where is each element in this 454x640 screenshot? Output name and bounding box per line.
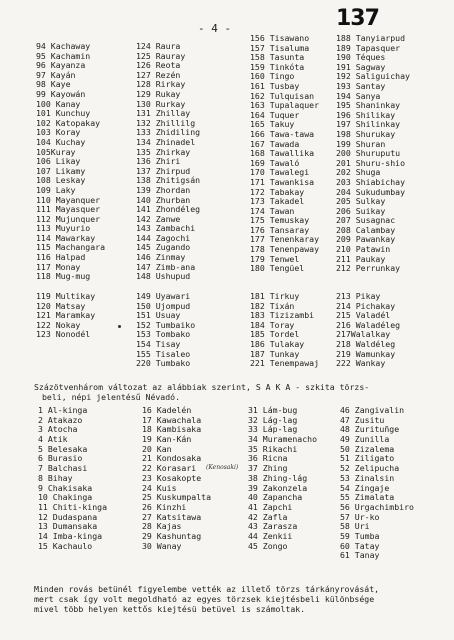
list-item: 213 Pikay — [336, 291, 381, 301]
list-item: 23 Kosakopte — [142, 472, 202, 483]
list-item: 56 Urgachimbiro — [340, 501, 414, 512]
list-item: 154 Tisay — [136, 338, 181, 349]
list-item: 191 Sagway — [336, 61, 386, 72]
list-item: 204 Sukudumbay — [336, 186, 406, 197]
list-item: 153 Tombako — [136, 329, 191, 340]
list-item: 131 Zhillay — [136, 108, 191, 119]
list-item: 123 Nonodél — [36, 329, 91, 340]
list-item: 15 Kachaulo — [38, 540, 93, 551]
list-item: 157 Tisaluma — [250, 42, 310, 53]
list-item: 21 Kondosaka — [142, 453, 202, 464]
list-item: 215 Valadél — [336, 310, 391, 321]
tribe-list-col3-b — [250, 292, 319, 369]
list-item: 118 Mug-mug — [36, 271, 91, 282]
list-item: 105Kuray — [36, 146, 76, 157]
list-item: 135 Zhirkay — [136, 146, 191, 157]
list-item: 219 Wamunkay — [336, 348, 396, 359]
list-item: 126 Reota — [136, 60, 181, 71]
list-item: 201 Shuru-shio — [336, 157, 406, 168]
list-item: 17 Kawachala — [142, 414, 202, 425]
list-item: 221 Tenempawaj — [250, 358, 320, 369]
list-item: 57 Ur-ko — [340, 511, 380, 522]
list-item: 109 Laky — [36, 184, 76, 195]
list-item: 55 Zimalata — [340, 492, 395, 503]
list-item: 97 Kayán — [36, 69, 76, 80]
list-item: 29 Kashuntag — [142, 530, 202, 541]
list-item: 107 Likamy — [36, 165, 86, 176]
list-item: 102 Katopakay — [36, 117, 101, 128]
list-item: 180 Tengüel — [250, 263, 305, 274]
list-item: 18 Kambisaka — [142, 424, 202, 435]
list-item: 171 Tawankisa — [250, 176, 315, 187]
list-item: 98 Kaye — [36, 79, 71, 90]
list-item: 179 Tenwel — [250, 253, 300, 264]
list-item: 169 Tawaló — [250, 157, 300, 168]
list-item: 156 Tisawano — [250, 33, 310, 43]
list-item: 216 Waladéleg — [336, 319, 401, 330]
list-item: 130 Rurkay — [136, 98, 186, 109]
list-item: 31 Lám-bug — [248, 405, 298, 415]
list-item: 181 Tirkuy — [250, 291, 300, 301]
list-item: 146 Zinmay — [136, 252, 186, 263]
list-item: 182 Tixán — [250, 300, 295, 311]
footer-line-3: mivel több helyen kettős kiejtésü betüvel is számoltak. — [34, 604, 306, 614]
list-item: 211 Paukay — [336, 253, 386, 264]
list-item: 112 Mujunquer — [36, 213, 101, 224]
list-item: 149 Uyawari — [136, 291, 191, 301]
list-item: 139 Zhordan — [136, 184, 191, 195]
list-item: 186 Tulakay — [250, 338, 305, 349]
list-item: 144 Zagochi — [136, 232, 191, 243]
list-item: 8 Bihay — [38, 472, 73, 483]
list-item: 208 Calambay — [336, 224, 396, 235]
list-item: 172 Tabakay — [250, 186, 305, 197]
footer-line-2: mert csak így volt megoldható az egyes törzsek kiejtésbeli különbsége — [34, 594, 375, 604]
list-item: 183 Tizizambi — [250, 310, 315, 321]
list-item: 190 Téques — [336, 52, 386, 63]
list-item: 194 Sanya — [336, 90, 381, 101]
list-item: 35 Rikachi — [248, 443, 298, 454]
list-item: 133 Zhidiling — [136, 127, 201, 138]
tribe-list-col1 — [36, 42, 105, 282]
list-item: 168 Tawallika — [250, 148, 315, 159]
tribe-list-col4-b — [336, 292, 400, 369]
list-item: 25 Kuskumpalta — [142, 492, 212, 503]
list-item: 43 Zarasza — [248, 521, 298, 532]
list-item: 108 Leskay — [36, 175, 86, 186]
list-item: 116 Halpad — [36, 252, 86, 263]
list-item: 24 Kuis — [142, 482, 177, 493]
list-item: 174 Tawan — [250, 205, 295, 216]
list-item: 159 Tinkóta — [250, 61, 305, 72]
list-item: 209 Pawankay — [336, 234, 396, 245]
intro-line-2: beli, népi jelentésű Névadó. — [42, 392, 181, 402]
list-item: 199 Shuran — [336, 138, 386, 149]
list-item: 39 Zakonzela — [248, 482, 308, 493]
list-item: 106 Likay — [36, 156, 81, 167]
list-item: 104 Kuchay — [36, 136, 86, 147]
list-item: 94 Kachaway — [36, 41, 91, 51]
list-item: 51 Ziligato — [340, 453, 395, 464]
list-item: 196 Shilikay — [336, 109, 396, 120]
list-item: 158 Tasunta — [250, 52, 305, 63]
tribe-list-col4 — [336, 34, 410, 274]
list-item: 147 Zimb-ana — [136, 261, 196, 272]
list-item: 214 Pichakay — [336, 300, 396, 311]
list-item: 193 Santay — [336, 80, 386, 91]
list-item: 49 Zunilla — [340, 434, 390, 445]
list-item: 125 Rauray — [136, 50, 186, 61]
list-item: 189 Tapasquer — [336, 42, 401, 53]
list-item: 1 Al-kinga — [38, 405, 88, 415]
list-item: 138 Zhitigsán — [136, 175, 201, 186]
list-item: 45 Zongo — [248, 540, 288, 551]
list-item: 96 Kayanza — [36, 60, 86, 71]
list-item: 22 Korasari (Kenosaki) — [142, 463, 239, 474]
list-item: 184 Toray — [250, 319, 295, 330]
list-item: 54 Zingaje — [340, 482, 390, 493]
list-item: 122 Nokay — [36, 319, 81, 330]
list-item: 127 Rezén — [136, 69, 181, 80]
list-item: 134 Zhinadel — [136, 136, 196, 147]
list-item: 176 Tansaray — [250, 224, 310, 235]
list-item: 119 Multikay — [36, 291, 96, 301]
handwritten-page-number: 137 — [336, 6, 379, 31]
list-item: 5 Belesaka — [38, 443, 88, 454]
intro-line-1: Százötvenhárom változat az alábbiak szerint, S A K A - szkita törzs- — [34, 382, 370, 392]
list-item: 145 Zugando — [136, 242, 191, 253]
list-item: 137 Zhirpud — [136, 165, 191, 176]
list-item: 111 Mayasquer — [36, 204, 101, 215]
list-item: 33 Láp-lag — [248, 424, 298, 435]
list-item: 52 Zelipucha — [340, 463, 400, 474]
list-item: 13 Dumansaka — [38, 521, 98, 532]
list-item: 202 Shuga — [336, 167, 381, 178]
list-item: 40 Zapancha — [248, 492, 303, 503]
variant-list-col3 — [248, 406, 317, 551]
list-item: 4 Atik — [38, 434, 68, 445]
list-item: 59 Tumba — [340, 530, 380, 541]
list-item: 161 Tusbay — [250, 80, 300, 91]
list-item: 141 Zhondéleg — [136, 204, 201, 215]
list-item: 6 Burasio — [38, 453, 83, 464]
list-item: 117 Monay — [36, 261, 81, 272]
list-item: 163 Tupalaquer — [250, 100, 320, 111]
list-item: 155 Tisaleo — [136, 348, 191, 359]
list-item: 20 Kan — [142, 443, 172, 454]
list-item: 60 Tatay — [340, 540, 380, 551]
list-item: 38 Zhing-lág — [248, 472, 308, 483]
list-item: 205 Sulkay — [336, 196, 386, 207]
list-item: 46 Zangivalin — [340, 405, 405, 415]
list-item: 173 Takadel — [250, 196, 305, 207]
list-item: 167 Tawada — [250, 138, 300, 149]
tribe-list-col1-b — [36, 292, 95, 340]
list-item: 160 Tingo — [250, 71, 295, 82]
page-number: - 4 - — [198, 22, 232, 35]
list-item: 177 Tenenkaray — [250, 234, 320, 245]
list-item: 32 Lág-lag — [248, 414, 298, 425]
list-item: 217Walalkay — [336, 329, 391, 340]
list-item: 100 Kanay — [36, 98, 81, 109]
list-item: 203 Shiabichay — [336, 176, 406, 187]
list-item: 129 Rukay — [136, 88, 181, 99]
list-item: 195 Shaninkay — [336, 100, 401, 111]
list-item: 120 Matsay — [36, 300, 86, 311]
list-item: 2 Atakazo — [38, 414, 83, 425]
list-item: 200 Shuruputu — [336, 148, 401, 159]
list-item: 165 Takuy — [250, 119, 295, 130]
list-item: 14 Imba-kinga — [38, 530, 103, 541]
list-item: 128 Rirkay — [136, 79, 186, 90]
list-item: 16 Kadelén — [142, 405, 192, 415]
list-item: 61 Tanay — [340, 550, 380, 561]
list-item: 47 Zusitu — [340, 414, 385, 425]
variant-list-col1 — [38, 406, 107, 551]
list-item: 27 Katsitawa — [142, 511, 202, 522]
list-item: 7 Balchasi — [38, 463, 88, 474]
list-item: 41 Zapchi — [248, 501, 293, 512]
footer-paragraph — [34, 584, 446, 614]
tribe-list-col2-b — [136, 292, 195, 369]
list-item: 210 Patawin — [336, 244, 391, 255]
list-item: 151 Usuay — [136, 310, 181, 321]
list-item: 136 Zhiri — [136, 156, 181, 167]
list-item: 48 Zurituñge — [340, 424, 400, 435]
list-item: 185 Tordel — [250, 329, 300, 340]
list-item: 121 Maramkay — [36, 310, 96, 321]
list-item: 206 Suikay — [336, 205, 386, 216]
list-item: 143 Zambachi — [136, 223, 196, 234]
list-item: 162 Tulquisan — [250, 90, 315, 101]
list-item: 99 Kayowán — [36, 88, 86, 99]
list-item: 103 Koray — [36, 127, 81, 138]
list-item: 115 Machangara — [36, 242, 106, 253]
list-item: 37 Zhing — [248, 463, 288, 474]
list-item: 164 Tuquer — [250, 109, 300, 120]
list-item: 207 Susagnac — [336, 215, 396, 226]
list-item: 152 Tumbaiko — [136, 319, 196, 330]
list-item: 19 Kan-Kán — [142, 434, 192, 445]
list-item: 42 Zafla — [248, 511, 288, 522]
tribe-list-col2 — [136, 42, 200, 282]
intro-paragraph — [34, 382, 446, 402]
list-item: 124 Raura — [136, 41, 181, 51]
list-item: 114 Mawarkay — [36, 232, 96, 243]
list-item: 101 Kunchuy — [36, 108, 91, 119]
list-item: 178 Tenenpaway — [250, 244, 320, 255]
list-item: 148 Ushupud — [136, 271, 191, 282]
tribe-list-col3 — [250, 34, 319, 274]
footer-line-1: Minden rovás betünél figyelembe vették az illető törzs tárkányrovását, — [34, 584, 380, 594]
list-item: 34 Muramenacho — [248, 434, 318, 445]
list-item: 187 Tunkay — [250, 348, 300, 359]
list-item: 3 Atocha — [38, 424, 78, 435]
list-item: 53 Zinalsin — [340, 472, 395, 483]
list-item: 12 Dudaspana — [38, 511, 98, 522]
list-item: 218 Waldéleg — [336, 338, 396, 349]
list-item: 170 Tawalegi — [250, 167, 310, 178]
list-item: 26 Kinzhi — [142, 501, 187, 512]
list-item: 10 Chakinga — [38, 492, 93, 503]
list-item: 222 Wankay — [336, 358, 386, 369]
list-item: 166 Tawa-tawa — [250, 128, 315, 139]
list-item: 36 Ricna — [248, 453, 288, 464]
variant-list-col4 — [340, 406, 414, 561]
list-item: 132 Zhillilg — [136, 117, 196, 128]
list-item: 110 Mayanquer — [36, 194, 101, 205]
list-item: 44 Zenkii — [248, 530, 293, 541]
list-item: 28 Kajas — [142, 521, 182, 532]
list-item: 11 Chiti-kinga — [38, 501, 108, 512]
handwritten-note: (Kenosaki) — [206, 464, 239, 472]
list-item: 220 Tumbako — [136, 358, 191, 369]
list-item: 113 Muyurio — [36, 223, 91, 234]
list-item: 95 Kachamin — [36, 50, 91, 61]
list-item: 212 Perrunkay — [336, 263, 401, 274]
list-item: 198 Shurukay — [336, 128, 396, 139]
list-item: 9 Chakisaka — [38, 482, 93, 493]
list-item: 30 Wanay — [142, 540, 182, 551]
list-item: 142 Zanwe — [136, 213, 181, 224]
stray-mark — [118, 325, 121, 328]
list-item: 175 Temuskay — [250, 215, 310, 226]
list-item: 150 Ujompud — [136, 300, 191, 311]
list-item: 192 Saliguichay — [336, 71, 410, 82]
list-item: 140 Zhurban — [136, 194, 191, 205]
list-item: 197 Shilinkay — [336, 119, 401, 130]
list-item: 50 Zizalema — [340, 443, 395, 454]
list-item: 188 Tanyiarpud — [336, 33, 406, 43]
variant-list-col2 — [142, 405, 239, 551]
list-item: 58 Uri — [340, 521, 370, 532]
